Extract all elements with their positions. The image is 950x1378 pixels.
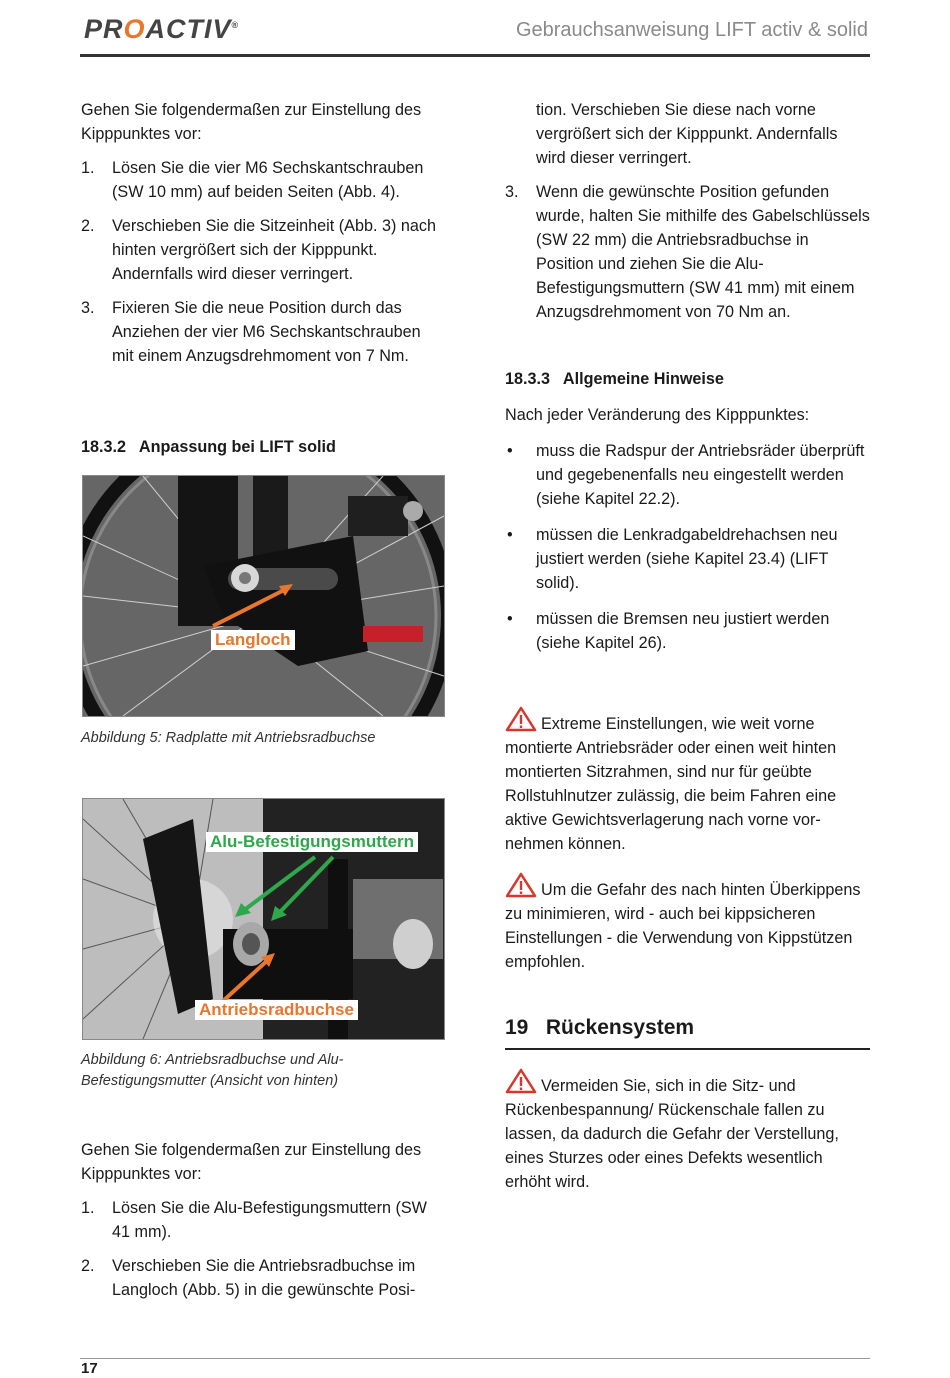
warning-note-3: Vermeiden Sie, sich in die Sitz- und Rückenbespannung/ Rückenschale fallen zu lassen, da dadurch die Gefahr der Verstellung, eines Sturzes oder eines Defekts wesentlich erhöht wird. [505, 1068, 870, 1194]
intro-paragraph: Gehen Sie folgendermaßen zur Einstellung des Kipppunktes vor: [81, 1141, 422, 1183]
section-heading-18-3-3: 18.3.3 Allgemeine Hinweise [505, 370, 724, 388]
warning-triangle-icon [505, 1068, 537, 1094]
left-column-top [81, 98, 446, 368]
chapter-heading-19: 19 Rückensystem [505, 1016, 695, 1039]
proactiv-logo: PROACTIV® [84, 14, 240, 44]
figure-5-caption: Abbildung 5: Radplatte mit Antriebsradbuchse [81, 730, 376, 746]
warning-triangle-icon [505, 706, 537, 732]
warning-triangle-icon [505, 872, 537, 898]
footer-divider [80, 1358, 870, 1359]
figure-label-alu-befestigungsmuttern: Alu-Befestigungsmuttern [206, 832, 418, 852]
step-item: 1. Lösen Sie die Alu-Befestigungsmuttern (SW 41 mm). [81, 1199, 427, 1241]
section-heading-18-3-2: 18.3.2 Anpassung bei LIFT solid [81, 438, 336, 456]
chapter-heading-divider [505, 1048, 870, 1050]
intro-paragraph: Gehen Sie folgendermaßen zur Einstellung des Kipppunktes vor: [81, 101, 422, 143]
page-number: 17 [81, 1360, 98, 1377]
wheel-plate-illustration [83, 476, 444, 716]
step-item: 3. Wenn die gewünschte Position gefunden wurde, halten Sie mithilfe des Gabelschlüssels (SW 22 mm) die Antriebsradbuchse in Position und ziehen Sie die Alu-Befestigungsmuttern (SW 41 mm) mit einem Anzugsdrehmoment von 70 Nm an. [505, 183, 870, 321]
left-column-bottom [81, 1138, 446, 1302]
header-divider [80, 54, 870, 57]
intro-paragraph: Nach jeder Veränderung des Kipppunktes: [505, 406, 810, 424]
document-title: Gebrauchsanweisung LIFT activ & solid [515, 19, 868, 41]
figure-5-photo [82, 475, 445, 717]
list-item: • müssen die Lenkradgabeldrehachsen neu justiert werden (siehe Kapitel 23.4) (LIFT solid). [507, 526, 838, 592]
step-continuation: tion. Verschieben Sie diese nach vorne vergrößert sich der Kipppunkt. Andernfalls wird dieser verringert. [536, 101, 838, 167]
right-column-hints [505, 403, 870, 655]
step-item: 2. Verschieben Sie die Sitzeinheit (Abb. 3) nach hinten vergrößert sich der Kipppunkt. Andernfalls wird dieser verringert. [81, 217, 436, 283]
warning-note-2: Um die Gefahr des nach hinten Überkippens zu minimieren, wird - auch bei kippsicheren Einstellungen - die Verwendung von Kippstützen empfohlen. [505, 872, 870, 974]
step-item: 2. Verschieben Sie die Antriebsradbuchse im Langloch (Abb. 5) in die gewünschte Posi- [81, 1257, 416, 1299]
list-item: • müssen die Bremsen neu justiert werden (siehe Kapitel 26). [507, 610, 830, 652]
step-item: 1. Lösen Sie die vier M6 Sechskantschrauben (SW 10 mm) auf beiden Seiten (Abb. 4). [81, 159, 424, 201]
warning-note-1: Extreme Einstellungen, wie weit vorne montierte Antriebsräder oder einen weit hinten montierten Sitzrahmen, sind nur für geübte Rollstuhlnutzer zulässig, die beim Fahren eine aktive Gewichtsverlagerung nach vorne vornehmen können. [505, 706, 870, 856]
list-item: • muss die Radspur der Antriebsräder überprüft und gegebenenfalls neu eingestellt werden (siehe Kapitel 22.2). [507, 442, 865, 508]
figure-6-caption: Abbildung 6: Antriebsradbuchse und Alu-Befestigungsmutter (Ansicht von hinten) [81, 1052, 344, 1089]
figure-6-photo [82, 798, 445, 1040]
figure-label-langloch: Langloch [211, 630, 295, 650]
step-item: 3. Fixieren Sie die neue Position durch das Anziehen der vier M6 Sechskantschrauben mit einem Anzugsdrehmoment von 7 Nm. [81, 299, 421, 365]
figure-label-antriebsradbuchse: Antriebsradbuchse [195, 1000, 358, 1020]
right-column-top [505, 98, 870, 324]
